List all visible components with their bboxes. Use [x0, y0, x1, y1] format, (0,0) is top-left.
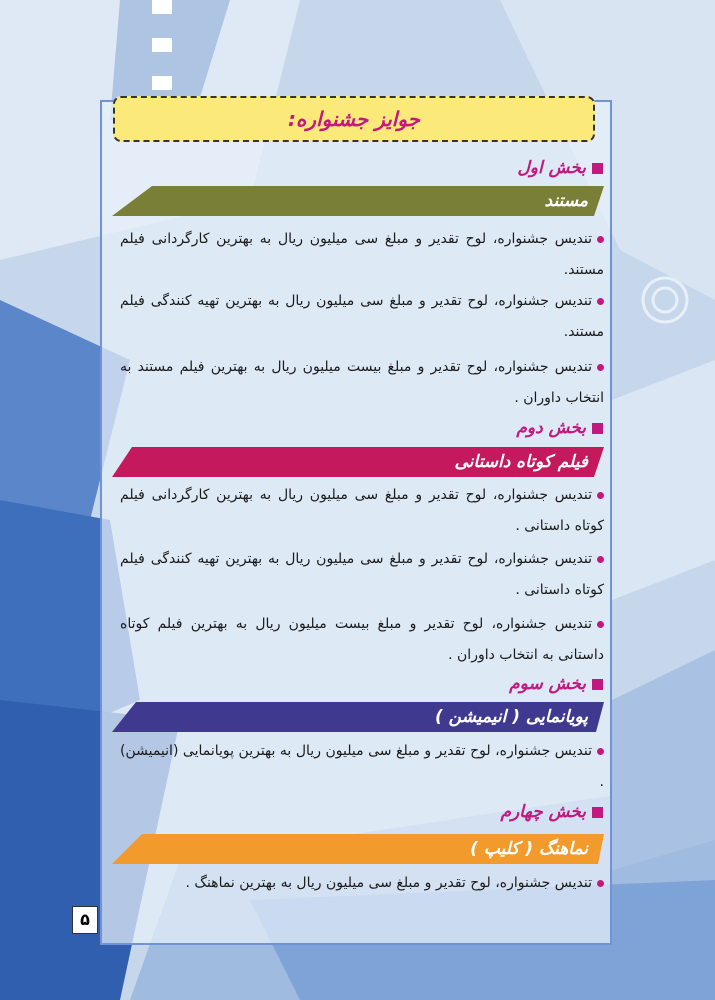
- square-bullet-icon: [592, 423, 603, 434]
- banner-label: پویانمایی ( انیمیشن ): [434, 707, 588, 727]
- list-item: تندیس جشنواره، لوح تقدیر و مبلغ بیست میلیون ریال به بهترین فیلم مستند به انتخاب داوران .: [120, 359, 604, 406]
- banner-1: [112, 186, 604, 216]
- title-box: [113, 96, 595, 142]
- bullet-icon: [597, 364, 604, 371]
- banner-label: نماهنگ ( کلیپ ): [470, 839, 588, 859]
- section-heading-1: بخش اول: [517, 158, 603, 178]
- banner-label: مستند: [544, 191, 588, 211]
- bullet-icon: [597, 621, 604, 628]
- square-bullet-icon: [592, 679, 603, 690]
- section-heading-2: بخش دوم: [516, 418, 603, 438]
- banner-2: [112, 447, 604, 477]
- bullet-icon: [597, 492, 604, 499]
- list-item: تندیس جشنواره، لوح تقدیر و مبلغ سی میلیون ریال به بهترین کارگردانی فیلم کوتاه داستانی .: [120, 487, 604, 534]
- bullet-icon: [597, 880, 604, 887]
- bullet-icon: [597, 298, 604, 305]
- bullet-icon: [597, 556, 604, 563]
- banner-3: [112, 702, 604, 732]
- list-item: تندیس جشنواره، لوح تقدیر و مبلغ بیست میلیون ریال به بهترین فیلم کوتاه داستانی به انتخاب داوران .: [120, 616, 604, 663]
- square-bullet-icon: [592, 807, 603, 818]
- banner-shape: [112, 186, 604, 216]
- list-item: تندیس جشنواره، لوح تقدیر و مبلغ سی میلیون ریال به بهترین نماهنگ .: [120, 868, 604, 899]
- banner-4: [112, 834, 604, 864]
- banner-1-fill: [112, 186, 604, 216]
- section-heading-4: بخش چهارم: [500, 802, 603, 822]
- bullet-icon: [597, 748, 604, 755]
- page-title: جوایز جشنواره:: [287, 107, 421, 131]
- list-item: تندیس جشنواره، لوح تقدیر و مبلغ سی میلیون ریال به بهترین تهیه کنندگی فیلم کوتاه داستانی .: [120, 551, 604, 598]
- page-number: ۵: [72, 906, 98, 934]
- list-item: تندیس جشنواره، لوح تقدیر و مبلغ سی میلیون ریال به بهترین پویانمایی (انیمیشن) .: [120, 743, 604, 790]
- banner-label: فیلم کوتاه داستانی: [454, 452, 588, 472]
- bullet-icon: [597, 236, 604, 243]
- square-bullet-icon: [592, 163, 603, 174]
- section-heading-3: بخش سوم: [509, 674, 603, 694]
- list-item: تندیس جشنواره، لوح تقدیر و مبلغ سی میلیون ریال به بهترین تهیه کنندگی فیلم مستند.: [120, 293, 604, 340]
- list-item: تندیس جشنواره، لوح تقدیر و مبلغ سی میلیون ریال به بهترین کارگردانی فیلم مستند.: [120, 231, 604, 278]
